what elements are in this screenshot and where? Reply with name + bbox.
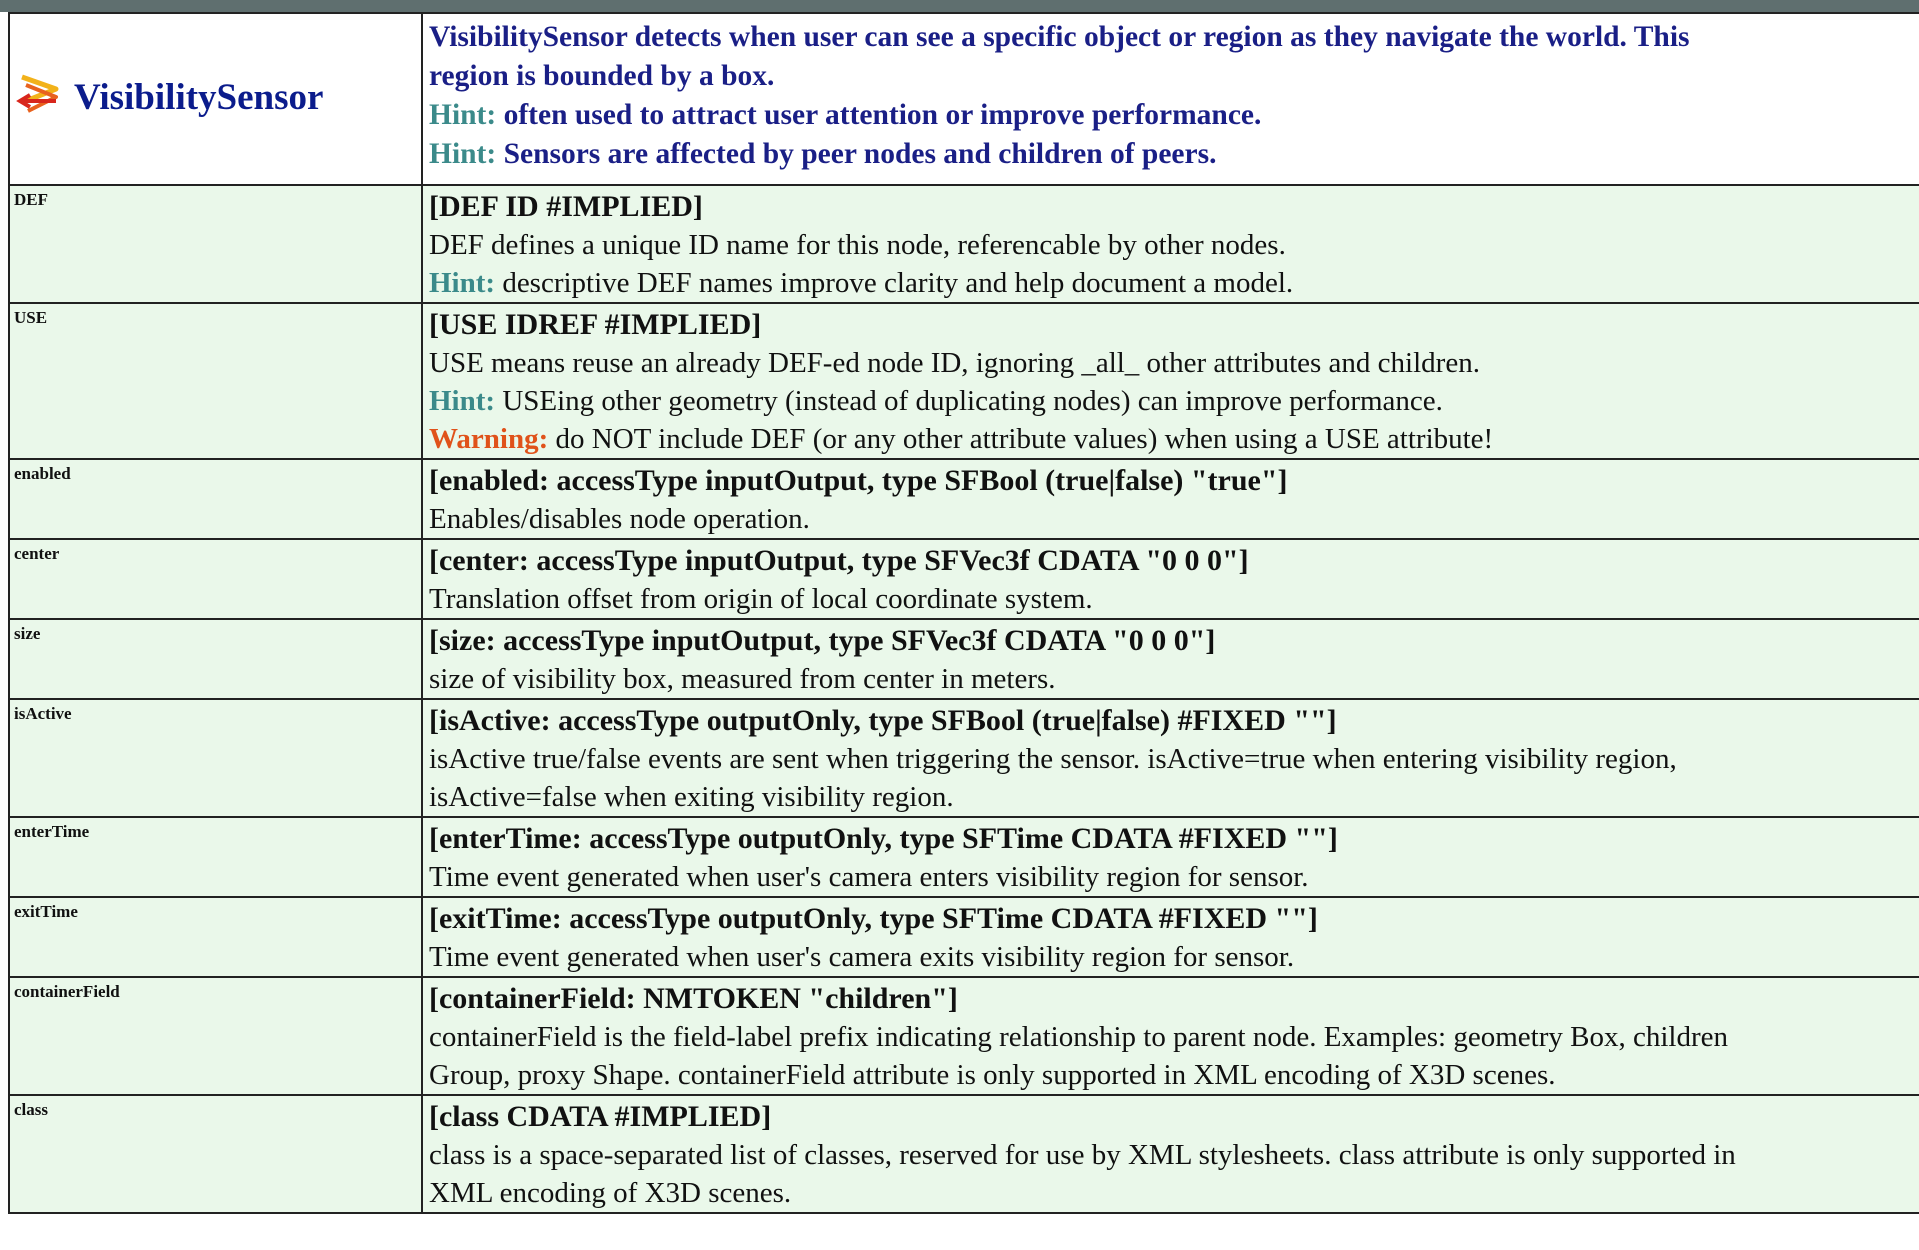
node-header-row xyxy=(9,13,1919,185)
attribute-hint-line xyxy=(429,382,1913,420)
attribute-name: isActive xyxy=(9,699,422,817)
attribute-row-USE xyxy=(9,303,1919,459)
x3d-node-icon xyxy=(16,71,64,123)
attribute-hint-line xyxy=(429,264,1913,302)
attribute-description xyxy=(422,699,1919,817)
node-title: VisibilitySensor xyxy=(74,76,324,118)
attribute-description-line: isActive=false when exiting visibility region. xyxy=(429,781,954,813)
node-hint-text: Sensors are affected by peer nodes and children of peers. xyxy=(503,138,1217,170)
top-border-bar xyxy=(0,0,1919,12)
attribute-row-center xyxy=(9,539,1919,619)
attribute-name: enterTime xyxy=(9,817,422,897)
attribute-name: enabled xyxy=(9,459,422,539)
node-hint-line xyxy=(429,96,1913,135)
attribute-name: containerField xyxy=(9,977,422,1095)
attribute-description xyxy=(422,539,1919,619)
attribute-description-line: Time event generated when user's camera enters visibility region for sensor. xyxy=(429,861,1309,893)
attribute-description-line: XML encoding of X3D scenes. xyxy=(429,1177,792,1209)
attribute-name: DEF xyxy=(9,185,422,303)
hint-label: Hint: xyxy=(429,385,496,417)
node-description-cell xyxy=(422,13,1919,185)
attribute-name: center xyxy=(9,539,422,619)
node-description-line: VisibilitySensor detects when user can see a specific object or region as they navigate the world. This xyxy=(429,21,1690,53)
attribute-name: size xyxy=(9,619,422,699)
attribute-warning-line xyxy=(429,420,1913,458)
attribute-reference-table xyxy=(8,12,1919,1214)
attribute-description xyxy=(422,303,1919,459)
attribute-warning-text: do NOT include DEF (or any other attribute values) when using a USE attribute! xyxy=(555,423,1494,455)
attribute-description xyxy=(422,185,1919,303)
attribute-description-line: containerField is the field-label prefix indicating relationship to parent node. Examples: geometry Box, children xyxy=(429,1021,1728,1053)
attribute-description xyxy=(422,1095,1919,1213)
attribute-name: USE xyxy=(9,303,422,459)
attribute-row-enterTime xyxy=(9,817,1919,897)
attribute-hint-text: USEing other geometry (instead of duplicating nodes) can improve performance. xyxy=(502,385,1443,417)
attribute-signature: [containerField: NMTOKEN "children"] xyxy=(429,982,958,1015)
attribute-row-enabled xyxy=(9,459,1919,539)
attribute-description xyxy=(422,619,1919,699)
attribute-signature: [class CDATA #IMPLIED] xyxy=(429,1100,772,1133)
attribute-description-line: Group, proxy Shape. containerField attribute is only supported in XML encoding of X3D scenes. xyxy=(429,1059,1556,1091)
attribute-description-line: USE means reuse an already DEF-ed node ID, ignoring _all_ other attributes and children. xyxy=(429,347,1480,379)
attribute-signature: [DEF ID #IMPLIED] xyxy=(429,190,703,223)
attribute-description-line: DEF defines a unique ID name for this node, referencable by other nodes. xyxy=(429,229,1286,261)
attribute-signature: [isActive: accessType outputOnly, type SFBool (true|false) #FIXED ""] xyxy=(429,704,1337,737)
attribute-description-line: Enables/disables node operation. xyxy=(429,503,810,535)
attribute-description-line: Translation offset from origin of local coordinate system. xyxy=(429,583,1093,615)
attribute-row-size xyxy=(9,619,1919,699)
attribute-description xyxy=(422,977,1919,1095)
attribute-description-line: class is a space-separated list of classes, reserved for use by XML stylesheets. class attribute is only supported in xyxy=(429,1139,1736,1171)
attribute-description-line: isActive true/false events are sent when triggering the sensor. isActive=true when entering visibility region, xyxy=(429,743,1677,775)
node-hint-text: often used to attract user attention or improve performance. xyxy=(503,99,1262,131)
attribute-signature: [USE IDREF #IMPLIED] xyxy=(429,308,762,341)
attribute-row-DEF xyxy=(9,185,1919,303)
attribute-description xyxy=(422,897,1919,977)
node-hint-line xyxy=(429,135,1913,174)
attribute-name: exitTime xyxy=(9,897,422,977)
hint-label: Hint: xyxy=(429,267,496,299)
attribute-name: class xyxy=(9,1095,422,1213)
attribute-description-line: size of visibility box, measured from center in meters. xyxy=(429,663,1056,695)
hint-label: Hint: xyxy=(429,99,497,131)
attribute-row-containerField xyxy=(9,977,1919,1095)
attribute-row-exitTime xyxy=(9,897,1919,977)
attribute-description-line: Time event generated when user's camera exits visibility region for sensor. xyxy=(429,941,1295,973)
attribute-signature: [enterTime: accessType outputOnly, type SFTime CDATA #FIXED ""] xyxy=(429,822,1338,855)
attribute-row-isActive xyxy=(9,699,1919,817)
attribute-row-class xyxy=(9,1095,1919,1213)
attribute-signature: [center: accessType inputOutput, type SFVec3f CDATA "0 0 0"] xyxy=(429,544,1249,577)
attribute-signature: [exitTime: accessType outputOnly, type SFTime CDATA #FIXED ""] xyxy=(429,902,1318,935)
attribute-description xyxy=(422,459,1919,539)
hint-label: Hint: xyxy=(429,138,497,170)
attribute-description xyxy=(422,817,1919,897)
attribute-signature: [enabled: accessType inputOutput, type SFBool (true|false) "true"] xyxy=(429,464,1288,497)
attribute-hint-text: descriptive DEF names improve clarity and help document a model. xyxy=(502,267,1294,299)
node-description-line: region is bounded by a box. xyxy=(429,60,775,92)
warning-label: Warning: xyxy=(429,423,549,455)
attribute-signature: [size: accessType inputOutput, type SFVec3f CDATA "0 0 0"] xyxy=(429,624,1216,657)
node-name-cell xyxy=(9,13,422,185)
